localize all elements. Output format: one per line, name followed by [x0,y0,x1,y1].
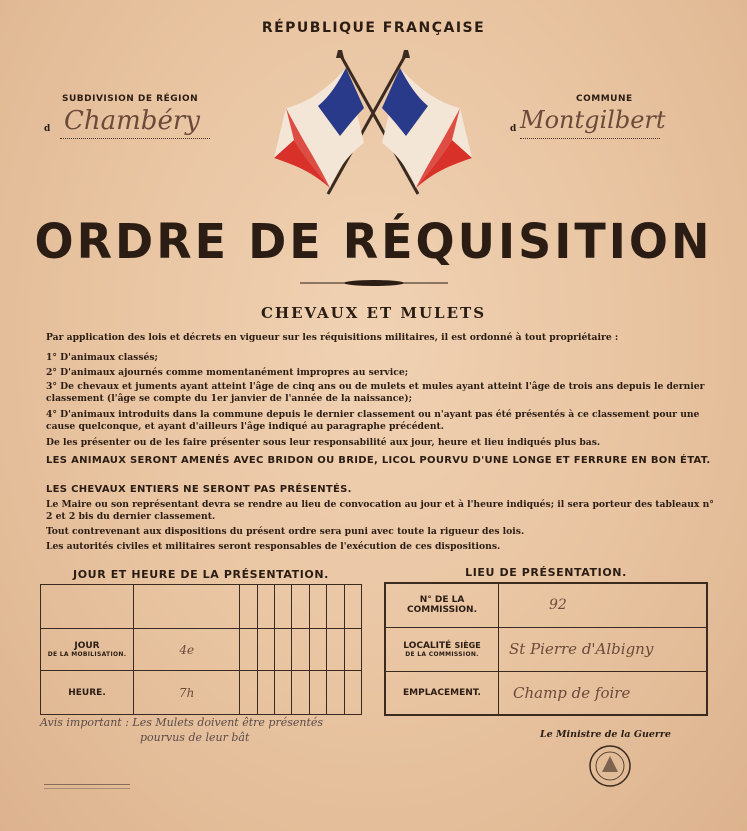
item-1: 1° D'animaux classés; [46,352,158,363]
crossed-flags-icon [268,48,478,198]
commission-value: 92 [499,583,708,627]
republic-header: RÉPUBLIQUE FRANÇAISE [261,20,486,36]
subdivision-value: Chambéry [64,106,200,136]
emplacement-label: EMPLACEMENT. [385,671,499,715]
intro-text: Par application des lois et décrets en vigueur sur les réquisitions militaires, il est ordonné à tout propriétaire : [46,332,619,343]
handwritten-note-line-1: Avis important : Les Mulets doivent être présentés [40,716,324,729]
ornament-divider [300,277,448,289]
heure-value: 7h [134,671,240,715]
localite-label: LOCALITÉ SIÈGE DE LA COMMISSION. [385,627,499,671]
commission-label: N° DE LA COMMISSION. [385,583,499,627]
presentation-time-table [40,584,362,715]
subdivision-prefix: d [44,124,51,134]
left-table-heading: JOUR ET HEURE DE LA PRÉSENTATION. [73,568,329,581]
item-3: 3° De chevaux et juments ayant atteint l'âge de cinq ans ou de mulets et mules ayant atteint l'âge de trois ans depuis le dernier classement (l'âge se compte du 1er janvier de l'année de la naissance); [46,381,705,404]
commune-value: Montgilbert [520,106,666,134]
printer-line-2 [44,788,130,789]
subdivision-underline [60,138,210,139]
localite-value: St Pierre d'Albigny [499,627,708,671]
right-table-heading: LIEU DE PRÉSENTATION. [465,566,627,579]
printer-line [44,784,130,785]
item-4: 4° D'animaux introduits dans la commune depuis le dernier classement ou n'ayant pas été présentés à ce classement pour une cause quelconque, et ayant d'ailleurs l'âge indiqué au paragraphe précédent. [46,409,700,432]
presentation-place-table [384,582,708,716]
commune-prefix: d [510,124,517,134]
present-line: De les présenter ou de les faire présenter sous leur responsabilité aux jour, heure et lieu indiqués plus bas. [46,437,601,448]
jour-value: 4e [134,629,240,671]
signature: Le Ministre de la Guerre [540,729,671,740]
caps-line-2: LES CHEVAUX ENTIERS NE SERONT PAS PRÉSENTÉS. [46,484,352,495]
penalty-text: Tout contrevenant aux dispositions du présent ordre sera puni avec toute la rigueur des lois. [46,526,525,537]
poster-title: ORDRE DE RÉQUISITION [34,212,713,270]
poster-subtitle: CHEVAUX ET MULETS [260,304,487,322]
subdivision-label: SUBDIVISION DE RÉGION [62,94,199,104]
heure-label: HEURE. [41,671,134,715]
item-2: 2° D'animaux ajournés comme momentanément impropres au service; [46,367,409,378]
authorities-text: Les autorités civiles et militaires seront responsables de l'exécution de ces dispositions. [46,541,501,552]
commune-label: COMMUNE [576,94,633,104]
mayor-text: Le Maire ou son représentant devra se rendre au lieu de convocation au jour et à l'heure indiqués; il sera porteur des tableaux n° 2 et 2 bis du dernier classement. [46,499,714,522]
handwritten-note-line-2: pourvus de leur bât [140,731,250,744]
commune-underline [520,138,660,139]
official-stamp-icon [588,744,632,788]
jour-label: JOUR DE LA MOBILISATION. [41,629,134,671]
caps-line-1: LES ANIMAUX SERONT AMENÉS AVEC BRIDON OU BRIDE, LICOL POURVU D'UNE LONGE ET FERRURE EN BON ÉTAT. [46,455,711,466]
emplacement-value: Champ de foire [499,671,708,715]
